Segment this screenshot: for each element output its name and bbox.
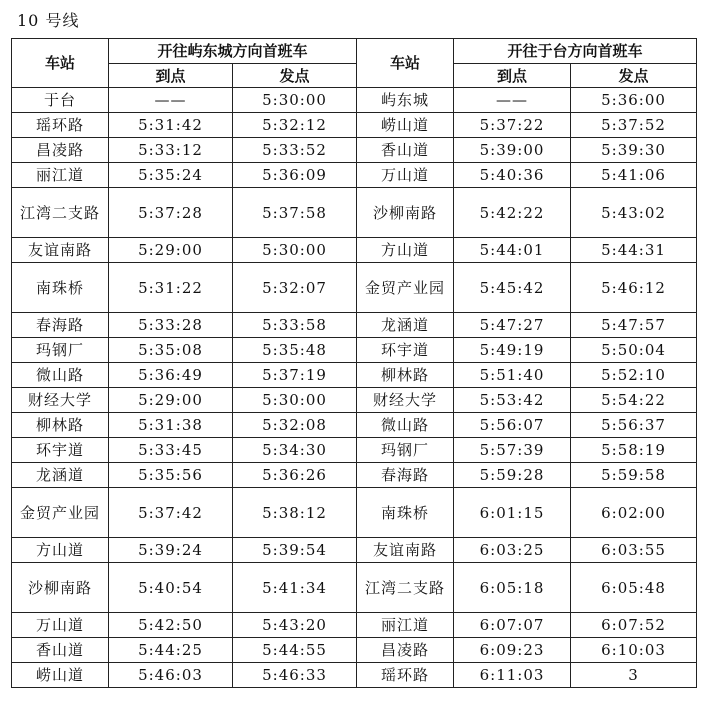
station-left: 龙涵道: [12, 463, 109, 488]
station-right: 财经大学: [357, 388, 454, 413]
depart-time-right: 5:47:57: [571, 313, 697, 338]
direction-header-right: 开往于台方向首班车: [454, 39, 697, 64]
table-row: [12, 538, 697, 563]
table-row: [12, 338, 697, 363]
arrive-time-left: 5:31:22: [109, 263, 233, 313]
depart-time-left: 5:39:54: [233, 538, 357, 563]
station-right: 屿东城: [357, 88, 454, 113]
arrive-time-left: 5:46:03: [109, 663, 233, 688]
station-left: 环宇道: [12, 438, 109, 463]
station-right: 瑶环路: [357, 663, 454, 688]
arrive-time-left: 5:29:00: [109, 238, 233, 263]
station-left: 方山道: [12, 538, 109, 563]
station-right: 南珠桥: [357, 488, 454, 538]
depart-time-right: 6:03:55: [571, 538, 697, 563]
arrive-time-right: 5:53:42: [454, 388, 571, 413]
arrive-time-right: 6:03:25: [454, 538, 571, 563]
arrive-time-left: 5:35:56: [109, 463, 233, 488]
depart-time-left: 5:44:55: [233, 638, 357, 663]
depart-time-right: 5:36:00: [571, 88, 697, 113]
table-row: [12, 388, 697, 413]
station-left: 沙柳南路: [12, 563, 109, 613]
depart-time-right: 3: [571, 663, 697, 688]
table-row: [12, 563, 697, 613]
arrive-time-left: 5:37:28: [109, 188, 233, 238]
station-right: 丽江道: [357, 613, 454, 638]
arrive-time-right: ——: [454, 88, 571, 113]
station-right: 微山路: [357, 413, 454, 438]
arrive-time-right: 6:05:18: [454, 563, 571, 613]
depart-time-left: 5:37:58: [233, 188, 357, 238]
station-right: 香山道: [357, 138, 454, 163]
arrive-time-right: 5:57:39: [454, 438, 571, 463]
table-row: [12, 438, 697, 463]
depart-header-right: 发点: [571, 64, 697, 88]
arrive-time-right: 6:07:07: [454, 613, 571, 638]
depart-time-right: 5:43:02: [571, 188, 697, 238]
depart-time-right: 5:59:58: [571, 463, 697, 488]
depart-time-right: 6:02:00: [571, 488, 697, 538]
depart-time-right: 5:39:30: [571, 138, 697, 163]
depart-time-left: 5:30:00: [233, 388, 357, 413]
depart-time-left: 5:30:00: [233, 238, 357, 263]
first-train-schedule-table: [11, 38, 697, 688]
arrive-time-right: 5:39:00: [454, 138, 571, 163]
station-right: 江湾二支路: [357, 563, 454, 613]
depart-time-right: 6:10:03: [571, 638, 697, 663]
table-row: [12, 88, 697, 113]
arrive-header-left: 到点: [109, 64, 233, 88]
arrive-time-left: 5:31:42: [109, 113, 233, 138]
arrive-time-right: 5:56:07: [454, 413, 571, 438]
table-row: [12, 188, 697, 238]
line-title: 10 号线: [17, 11, 80, 30]
table-row: [12, 163, 697, 188]
depart-time-left: 5:41:34: [233, 563, 357, 613]
depart-time-left: 5:35:48: [233, 338, 357, 363]
depart-time-right: 6:05:48: [571, 563, 697, 613]
station-left: 于台: [12, 88, 109, 113]
arrive-time-right: 5:51:40: [454, 363, 571, 388]
station-left: 崂山道: [12, 663, 109, 688]
arrive-time-left: 5:40:54: [109, 563, 233, 613]
depart-time-right: 5:41:06: [571, 163, 697, 188]
arrive-time-right: 5:49:19: [454, 338, 571, 363]
arrive-time-right: 5:44:01: [454, 238, 571, 263]
arrive-time-left: ——: [109, 88, 233, 113]
arrive-time-right: 5:42:22: [454, 188, 571, 238]
station-left: 微山路: [12, 363, 109, 388]
arrive-time-right: 6:01:15: [454, 488, 571, 538]
depart-header-left: 发点: [233, 64, 357, 88]
depart-time-right: 6:07:52: [571, 613, 697, 638]
station-left: 金贸产业园: [12, 488, 109, 538]
station-right: 崂山道: [357, 113, 454, 138]
station-right: 友谊南路: [357, 538, 454, 563]
depart-time-right: 5:50:04: [571, 338, 697, 363]
station-left: 南珠桥: [12, 263, 109, 313]
depart-time-left: 5:34:30: [233, 438, 357, 463]
depart-time-left: 5:32:12: [233, 113, 357, 138]
schedule-body: [12, 88, 697, 688]
station-header-left: 车站: [12, 39, 109, 88]
arrive-time-right: 5:45:42: [454, 263, 571, 313]
station-left: 丽江道: [12, 163, 109, 188]
station-left: 香山道: [12, 638, 109, 663]
table-row: [12, 363, 697, 388]
depart-time-left: 5:36:26: [233, 463, 357, 488]
table-row: [12, 413, 697, 438]
depart-time-left: 5:33:52: [233, 138, 357, 163]
arrive-time-right: 5:40:36: [454, 163, 571, 188]
arrive-time-left: 5:31:38: [109, 413, 233, 438]
station-left: 财经大学: [12, 388, 109, 413]
arrive-time-right: 5:47:27: [454, 313, 571, 338]
depart-time-left: 5:32:08: [233, 413, 357, 438]
station-right: 万山道: [357, 163, 454, 188]
station-left: 瑶环路: [12, 113, 109, 138]
station-right: 沙柳南路: [357, 188, 454, 238]
arrive-time-left: 5:33:45: [109, 438, 233, 463]
depart-time-right: 5:56:37: [571, 413, 697, 438]
arrive-time-right: 5:59:28: [454, 463, 571, 488]
depart-time-left: 5:46:33: [233, 663, 357, 688]
station-right: 龙涵道: [357, 313, 454, 338]
arrive-time-left: 5:35:08: [109, 338, 233, 363]
depart-time-right: 5:58:19: [571, 438, 697, 463]
station-right: 玛钢厂: [357, 438, 454, 463]
arrive-time-left: 5:44:25: [109, 638, 233, 663]
table-row: [12, 113, 697, 138]
station-left: 柳林路: [12, 413, 109, 438]
station-header-right: 车站: [357, 39, 454, 88]
arrive-time-left: 5:36:49: [109, 363, 233, 388]
station-left: 万山道: [12, 613, 109, 638]
table-row: [12, 313, 697, 338]
direction-header-left: 开往屿东城方向首班车: [109, 39, 357, 64]
table-row: [12, 488, 697, 538]
station-right: 方山道: [357, 238, 454, 263]
depart-time-left: 5:33:58: [233, 313, 357, 338]
arrive-time-left: 5:37:42: [109, 488, 233, 538]
arrive-time-right: 6:09:23: [454, 638, 571, 663]
depart-time-left: 5:38:12: [233, 488, 357, 538]
depart-time-right: 5:54:22: [571, 388, 697, 413]
table-row: [12, 463, 697, 488]
table-row: [12, 238, 697, 263]
table-row: [12, 263, 697, 313]
arrive-time-left: 5:33:12: [109, 138, 233, 163]
table-row: [12, 138, 697, 163]
depart-time-right: 5:46:12: [571, 263, 697, 313]
depart-time-right: 5:44:31: [571, 238, 697, 263]
station-right: 春海路: [357, 463, 454, 488]
station-left: 江湾二支路: [12, 188, 109, 238]
depart-time-left: 5:30:00: [233, 88, 357, 113]
depart-time-left: 5:43:20: [233, 613, 357, 638]
arrive-time-left: 5:42:50: [109, 613, 233, 638]
arrive-time-right: 6:11:03: [454, 663, 571, 688]
station-left: 玛钢厂: [12, 338, 109, 363]
station-right: 金贸产业园: [357, 263, 454, 313]
depart-time-right: 5:52:10: [571, 363, 697, 388]
depart-time-right: 5:37:52: [571, 113, 697, 138]
station-left: 昌凌路: [12, 138, 109, 163]
arrive-time-left: 5:33:28: [109, 313, 233, 338]
depart-time-left: 5:32:07: [233, 263, 357, 313]
station-left: 春海路: [12, 313, 109, 338]
arrive-time-left: 5:35:24: [109, 163, 233, 188]
station-left: 友谊南路: [12, 238, 109, 263]
arrive-header-right: 到点: [454, 64, 571, 88]
station-right: 柳林路: [357, 363, 454, 388]
station-right: 昌凌路: [357, 638, 454, 663]
table-row: [12, 638, 697, 663]
table-row: [12, 663, 697, 688]
arrive-time-right: 5:37:22: [454, 113, 571, 138]
depart-time-left: 5:36:09: [233, 163, 357, 188]
arrive-time-left: 5:29:00: [109, 388, 233, 413]
arrive-time-left: 5:39:24: [109, 538, 233, 563]
station-right: 环宇道: [357, 338, 454, 363]
table-row: [12, 613, 697, 638]
depart-time-left: 5:37:19: [233, 363, 357, 388]
